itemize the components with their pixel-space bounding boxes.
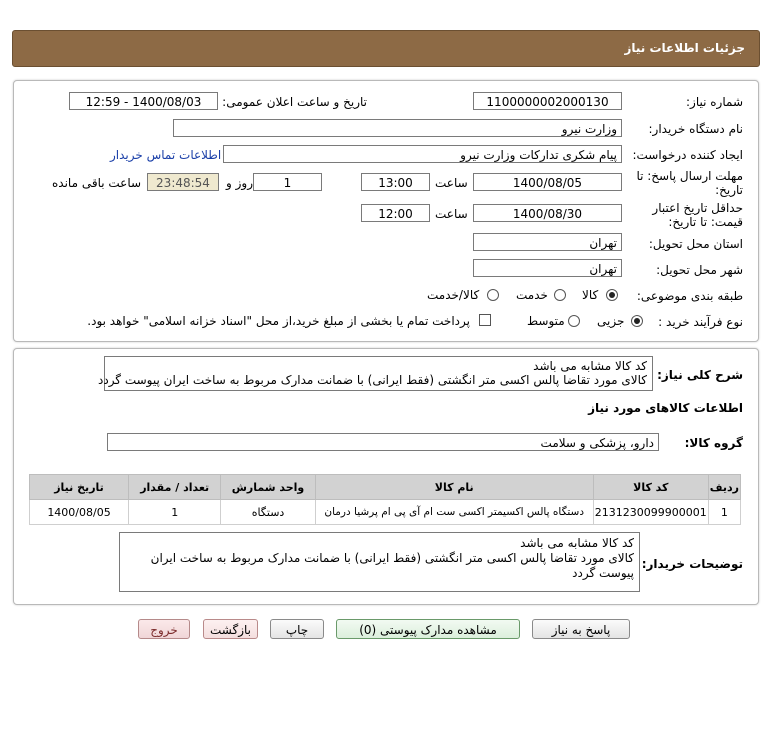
city-label: شهر محل تحویل: (656, 263, 743, 277)
deadline-date-field: 1400/08/05 (473, 173, 622, 191)
category-goods-service-label: کالا/خدمت (427, 288, 480, 302)
goods-table (29, 474, 741, 525)
process-type-label: نوع فرآیند خرید : (658, 315, 743, 329)
time-remaining-field: 23:48:54 (147, 173, 219, 191)
deadline-time-field: 13:00 (361, 173, 430, 191)
process-medium-label: متوسط (527, 314, 565, 328)
buyer-notes-label: توضیحات خریدار: (641, 557, 743, 571)
buyer-org-field: وزارت نیرو (173, 119, 622, 137)
goods-section-title: اطلاعات کالاهای مورد نیاز (588, 401, 743, 415)
col-need-date: تاریخ نیاز (30, 475, 129, 500)
category-goods-radio[interactable] (606, 289, 618, 301)
need-number-field: 1100000002000130 (473, 92, 622, 110)
cell-unit: دستگاه (221, 500, 315, 525)
time-remaining-label: ساعت باقی مانده (52, 176, 142, 190)
page-title: جزئیات اطلاعات نیاز (624, 41, 745, 55)
deadline-time-label: ساعت (435, 176, 468, 190)
price-validity-label-2: قیمت: تا تاریخ: (668, 215, 743, 229)
process-medium-radio[interactable] (568, 315, 580, 327)
process-minor-label: جزیی (597, 314, 625, 328)
buyer-notes-box (119, 532, 640, 592)
province-field: تهران (473, 233, 622, 251)
general-description-line-1: کد کالا مشابه می باشد (533, 359, 647, 373)
validity-time-label: ساعت (435, 207, 468, 221)
category-goods-label: کالا (582, 288, 599, 302)
back-button[interactable]: بازگشت (203, 619, 258, 639)
cell-quantity: 1 (129, 500, 221, 525)
province-label: استان محل تحویل: (648, 237, 743, 251)
treasury-payment-note: پرداخت تمام یا بخشی از مبلغ خرید،از محل "اسناد خزانه اسلامی" خواهد بود. (87, 314, 470, 328)
exit-button[interactable]: خروج (138, 619, 190, 639)
announce-datetime-label: تاریخ و ساعت اعلان عمومی: (222, 95, 367, 109)
process-minor-radio[interactable] (631, 315, 643, 327)
goods-table-header (30, 475, 741, 500)
days-label: روز و (226, 176, 253, 190)
col-row-number: ردیف (708, 475, 740, 500)
price-validity-label: حداقل تاریخ اعتبار (652, 201, 743, 215)
buyer-org-label: نام دستگاه خریدار: (648, 122, 743, 136)
cell-need-date: 1400/08/05 (30, 500, 129, 525)
city-field: تهران (473, 259, 622, 277)
days-remaining-field: 1 (253, 173, 322, 191)
buyer-notes-line-2: کالای مورد تقاضا پالس اکسی متر انگشتی (فقط ایرانی) با ضمانت مدارک مربوط به ساخت ایران پیوست گردد (150, 551, 634, 580)
buyer-notes-line-1: کد کالا مشابه می باشد (520, 536, 634, 550)
general-description-box (98, 356, 653, 391)
col-goods-name: نام کالا (315, 475, 593, 500)
col-unit: واحد شمارش (221, 475, 315, 500)
treasury-payment-checkbox[interactable] (479, 314, 491, 326)
goods-group-label: گروه کالا: (684, 436, 743, 450)
buyer-contact-link[interactable]: اطلاعات تماس خریدار (110, 148, 222, 162)
general-description-label: شرح کلی نیاز: (657, 368, 743, 382)
view-attachments-button[interactable]: مشاهده مدارک پیوستی (0) (336, 619, 520, 639)
creator-field: پیام شکری تدارکات وزارت نیرو (223, 145, 622, 163)
price-validity-time-field: 12:00 (361, 204, 430, 222)
table-row (30, 500, 741, 525)
respond-button[interactable]: پاسخ به نیاز (532, 619, 630, 639)
price-validity-date-field: 1400/08/30 (473, 204, 622, 222)
cell-goods-code: 2131230099900001 (593, 500, 708, 525)
col-quantity: تعداد / مقدار (129, 475, 221, 500)
deadline-label: مهلت ارسال پاسخ: تا (636, 169, 743, 183)
deadline-label-2: تاریخ: (715, 183, 743, 197)
page-header (12, 30, 760, 67)
category-goods-service-radio[interactable] (487, 289, 499, 301)
category-service-radio[interactable] (554, 289, 566, 301)
creator-label: ایجاد کننده درخواست: (632, 148, 743, 162)
announce-datetime-field: 1400/08/03 - 12:59 (69, 92, 218, 110)
need-number-label: شماره نیاز: (686, 95, 743, 109)
cell-row-number: 1 (708, 500, 740, 525)
cell-goods-name: دستگاه پالس اکسیمتر اکسی ست ام آی پی ام پرشیا درمان (315, 500, 593, 525)
category-label: طبقه بندی موضوعی: (636, 289, 743, 303)
category-service-label: خدمت (516, 288, 548, 302)
general-description-line-2: کالای مورد تقاضا پالس اکسی متر انگشتی (فقط ایرانی) با ضمانت مدارک مربوط به ساخت ایران پیوست گردد (98, 373, 647, 387)
col-goods-code: کد کالا (593, 475, 708, 500)
print-button[interactable]: چاپ (270, 619, 324, 639)
goods-group-field: دارو، پزشکی و سلامت (107, 433, 659, 451)
